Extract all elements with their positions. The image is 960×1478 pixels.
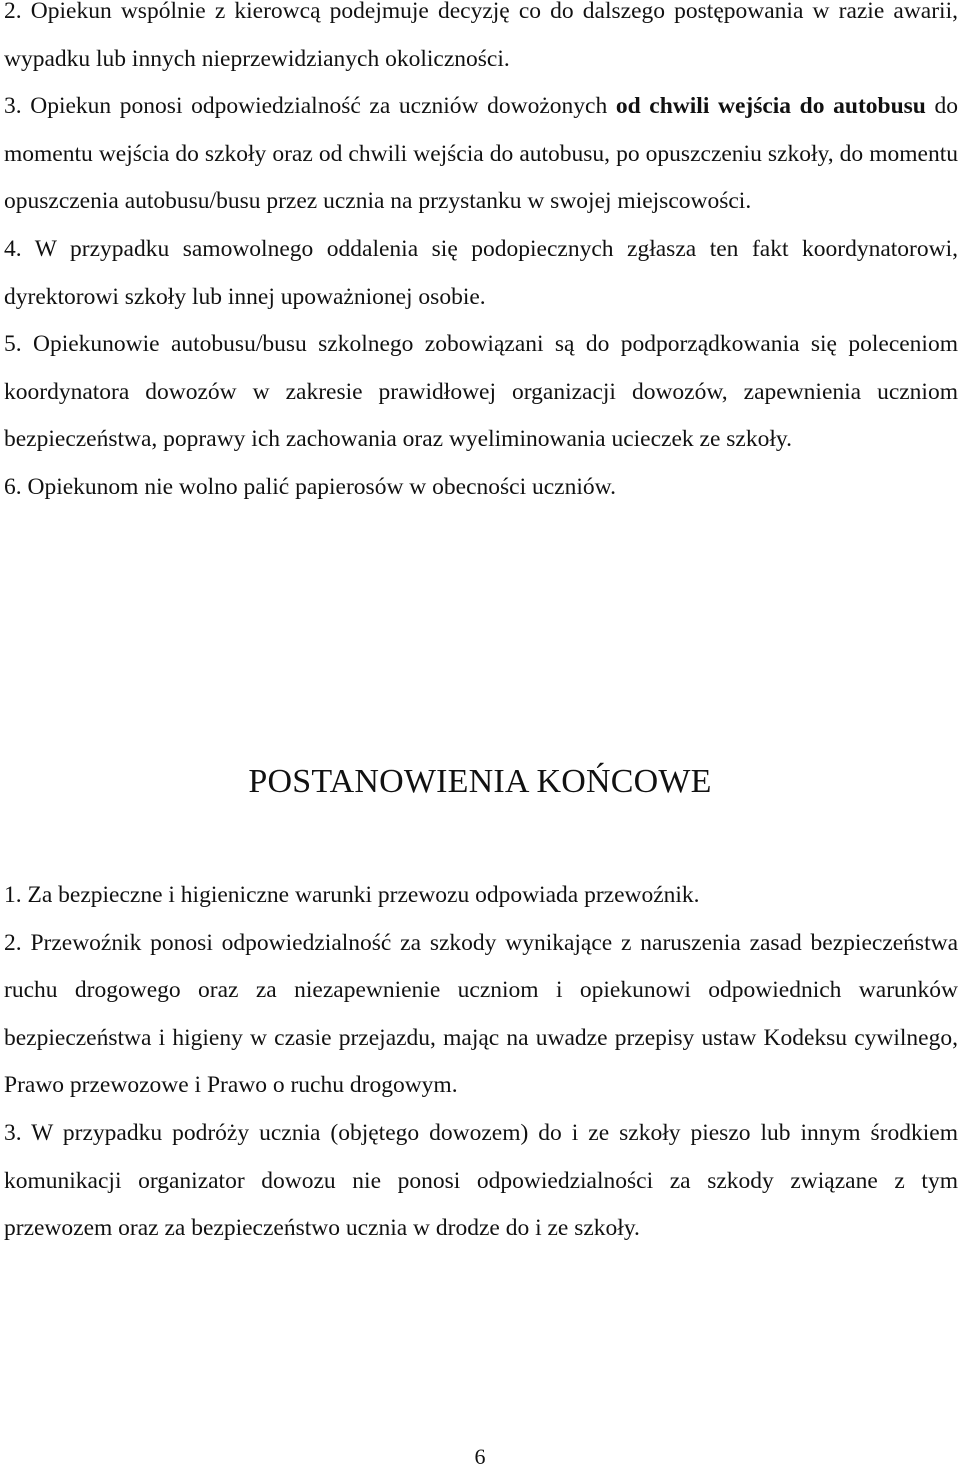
final-provisions-list <box>4 872 958 1253</box>
list-item: 3. W przypadku podróży ucznia (objętego dowozem) do i ze szkoły pieszo lub innym środkiem komunikacji organizator dowozu nie ponosi odpowiedzialności za szkody związane z tym przewozem oraz za bezpieczeństwo ucznia w drodze do i ze szkoły. <box>4 1119 958 1242</box>
list-item: 6. Opiekunom nie wolno palić papierosów w obecności uczniów. <box>4 473 616 500</box>
list-item: 5. Opiekunowie autobusu/busu szkolnego zobowiązani są do podporządkowania się poleceniom koordynatora dowozów w zakresie prawidłowej organizacji dowozów, zapewnienia uczniom bezpieczeństwa, poprawy ich zachowania oraz wyeliminowania ucieczek ze szkoły. <box>4 331 958 453</box>
item-text-bold: od chwili wejścia do autobusu <box>615 93 926 120</box>
list-item: 1. Za bezpieczne i higieniczne warunki przewozu odpowiada przewoźnik. <box>4 882 700 908</box>
section-heading: POSTANOWIENIA KOŃCOWE <box>248 763 712 800</box>
item-text: 3. Opiekun ponosi odpowiedzialność za uczniów dowożonych <box>4 93 616 120</box>
page-number: 6 <box>474 1444 486 1469</box>
list-item: 2. Przewoźnik ponosi odpowiedzialność za szkody wynikające z naruszenia zasad bezpieczeństwa ruchu drogowego oraz za niezapewnienie uczniom i opiekunowi odpowiednich warunków bezpieczeństwa i higieny w czasie przejazdu, mając na uwadze przepisy ustaw Kodeksu cywilnego, Prawo przewozowe i Prawo o ruchu drogowym. <box>4 929 958 1099</box>
obligations-list <box>4 0 958 512</box>
item-text: do momentu wejścia do szkoły oraz od chwili wejścia do autobusu, po opuszczeniu szkoły, do momentu opuszczenia autobusu/busu przez ucznia na przystanku w swojej miejscowości. <box>4 93 958 215</box>
list-item <box>4 83 958 226</box>
list-item: 4. W przypadku samowolnego oddalenia się podopiecznych zgłasza ten fakt koordynatorowi, dyrektorowi szkoły lub innej upoważnionej osobie. <box>4 235 958 310</box>
list-item: 2. Opiekun wspólnie z kierowcą podejmuje decyzję co do dalszego postępowania w razie awarii, wypadku lub innych nieprzewidzianych okoliczności. <box>4 0 958 72</box>
